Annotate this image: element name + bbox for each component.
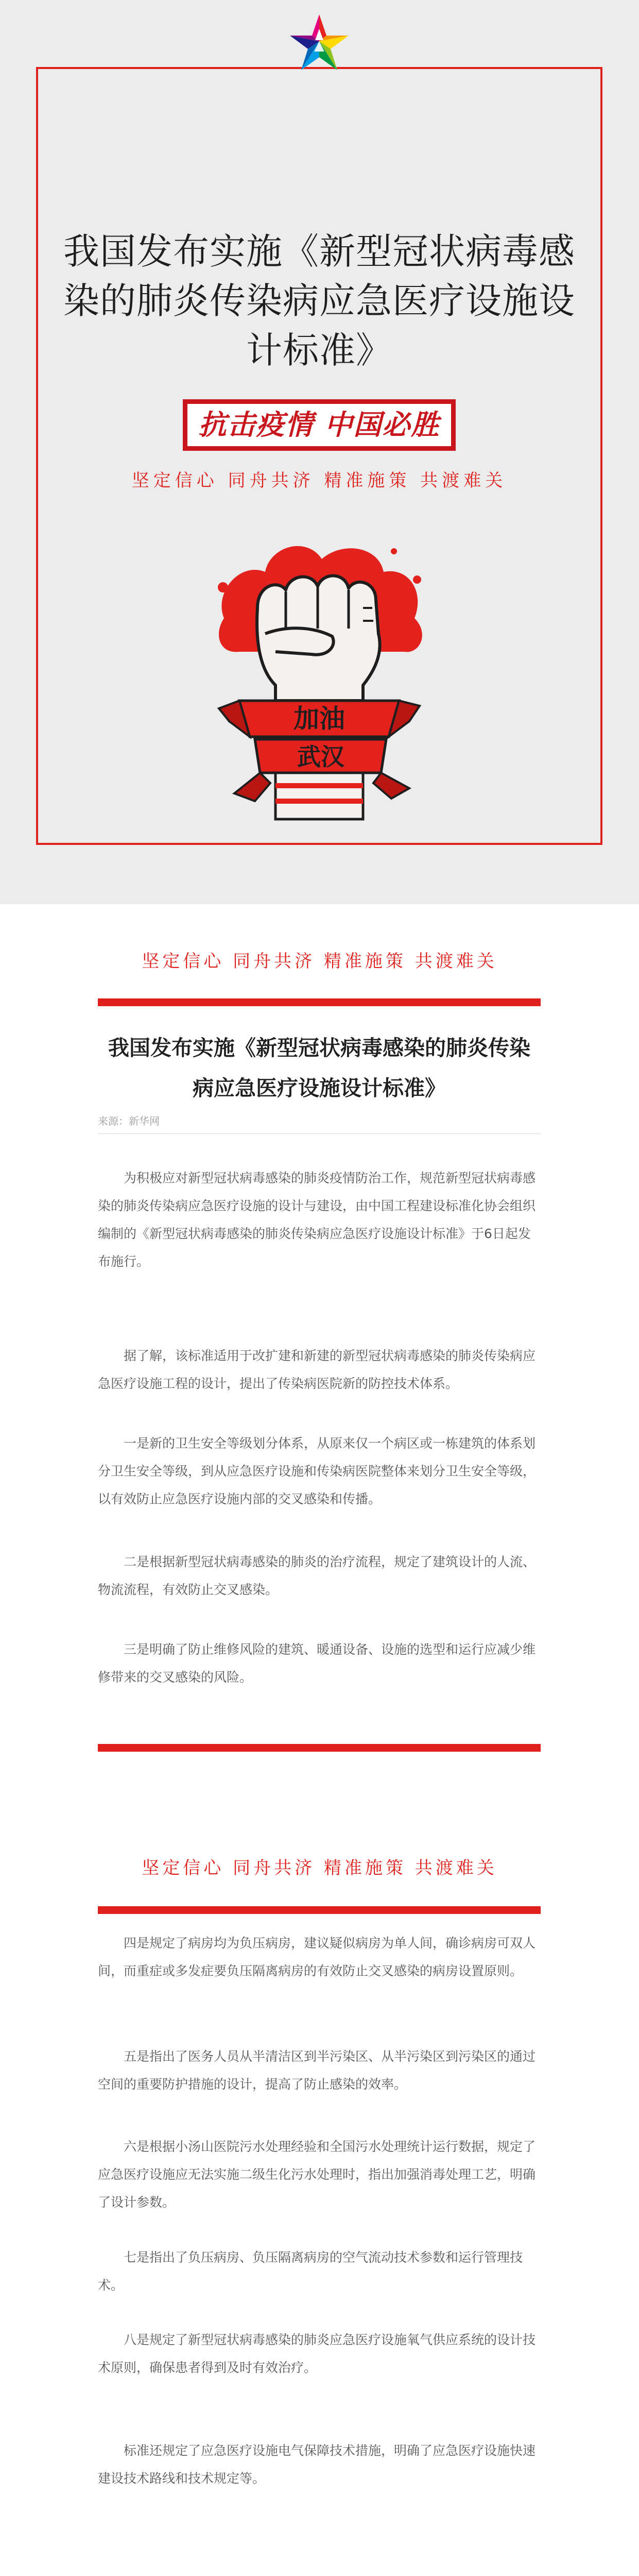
fist-text-2: 武汉 bbox=[297, 743, 344, 771]
article-paragraph: 五是指出了医务人员从半清洁区到半污染区、从半污染区到污染区的通过空间的重要防护措施的设计，提高了防止感染的效率。 bbox=[98, 2049, 536, 2092]
hero-tagline: 坚定信心 同舟共济 精准施策 共渡难关 bbox=[131, 470, 507, 491]
article-paragraph: 据了解，该标准适用于改扩建和新建的新型冠状病毒感染的肺炎传染病应急医疗设施工程的设计，提出了传染病医院新的防控技术体系。 bbox=[98, 1348, 536, 1391]
article-paragraph: 二是根据新型冠状病毒感染的肺炎的治疗流程，规定了建筑设计的人流、物流流程，有效防止交叉感染。 bbox=[98, 1554, 536, 1597]
fist-text-1: 加油 bbox=[293, 704, 345, 734]
article-paragraph: 三是明确了防止维修风险的建筑、暖通设备、设施的选型和运行应减少维修带来的交叉感染的风险。 bbox=[98, 1642, 536, 1685]
article-paragraph: 四是规定了病房均为负压病房，建议疑似病房为单人间，确诊病房可双人间，而重症或多发症要负压隔离病房的有效防止交叉感染的病房设置原则。 bbox=[98, 1936, 536, 1978]
article-paragraph: 标准还规定了应急医疗设施电气保障技术措施，明确了应急医疗设施快速建设技术路线和技术规定等。 bbox=[98, 2443, 536, 2486]
slogan-banner bbox=[183, 399, 456, 451]
title-divider bbox=[98, 1133, 541, 1134]
block-tag: 坚定信心 同舟共济 精准施策 共渡难关 bbox=[142, 951, 497, 972]
article-paragraph: 七是指出了负压病房、负压隔离病房的空气流动技术参数和运行管理技术。 bbox=[98, 2250, 523, 2293]
hero-title: 我国发布实施《新型冠状病毒感染的肺炎传染病应急医疗设施设计标准》 bbox=[63, 230, 575, 371]
raised-fist-illustration bbox=[209, 531, 430, 829]
article-title: 我国发布实施《新型冠状病毒感染的肺炎传染病应急医疗设施设计标准》 bbox=[108, 1036, 530, 1100]
article-paragraph: 为积极应对新型冠状病毒感染的肺炎疫情防治工作，规范新型冠状病毒感染的肺炎传染病应急医疗设施的设计与建设，由中国工程建设标准化协会组织编制的《新型冠状病毒感染的肺炎传染病应急医疗设施设计标准》于6日起发布施行。 bbox=[98, 1171, 536, 1269]
article-paragraph: 八是规定了新型冠状病毒感染的肺炎应急医疗设施氧气供应系统的设计技术原则，确保患者得到及时有效治疗。 bbox=[98, 2332, 536, 2375]
red-divider bbox=[98, 1744, 541, 1752]
hero-banner bbox=[0, 0, 639, 904]
article-paragraph: 一是新的卫生安全等级划分体系，从原来仅一个病区或一栋建筑的体系划分卫生安全等级，到从应急医疗设施和传染病医院整体来划分卫生安全等级，以有效防止应急医疗设施内部的交叉感染和传播。 bbox=[98, 1436, 536, 1506]
red-divider bbox=[98, 1906, 541, 1914]
slogan-text: 抗击疫情 中国必胜 bbox=[198, 409, 440, 441]
red-divider bbox=[98, 998, 541, 1006]
article-source: 来源：新华网 bbox=[98, 1115, 160, 1127]
article-paragraph: 六是根据小汤山医院污水处理经验和全国污水处理统计运行数据，规定了应急医疗设施应无法实施二级生化污水处理时，指出加强消毒处理工艺，明确了设计参数。 bbox=[98, 2139, 536, 2210]
rainbow-star-icon bbox=[286, 10, 353, 77]
block-tag: 坚定信心 同舟共济 精准施策 共渡难关 bbox=[142, 1858, 497, 1878]
